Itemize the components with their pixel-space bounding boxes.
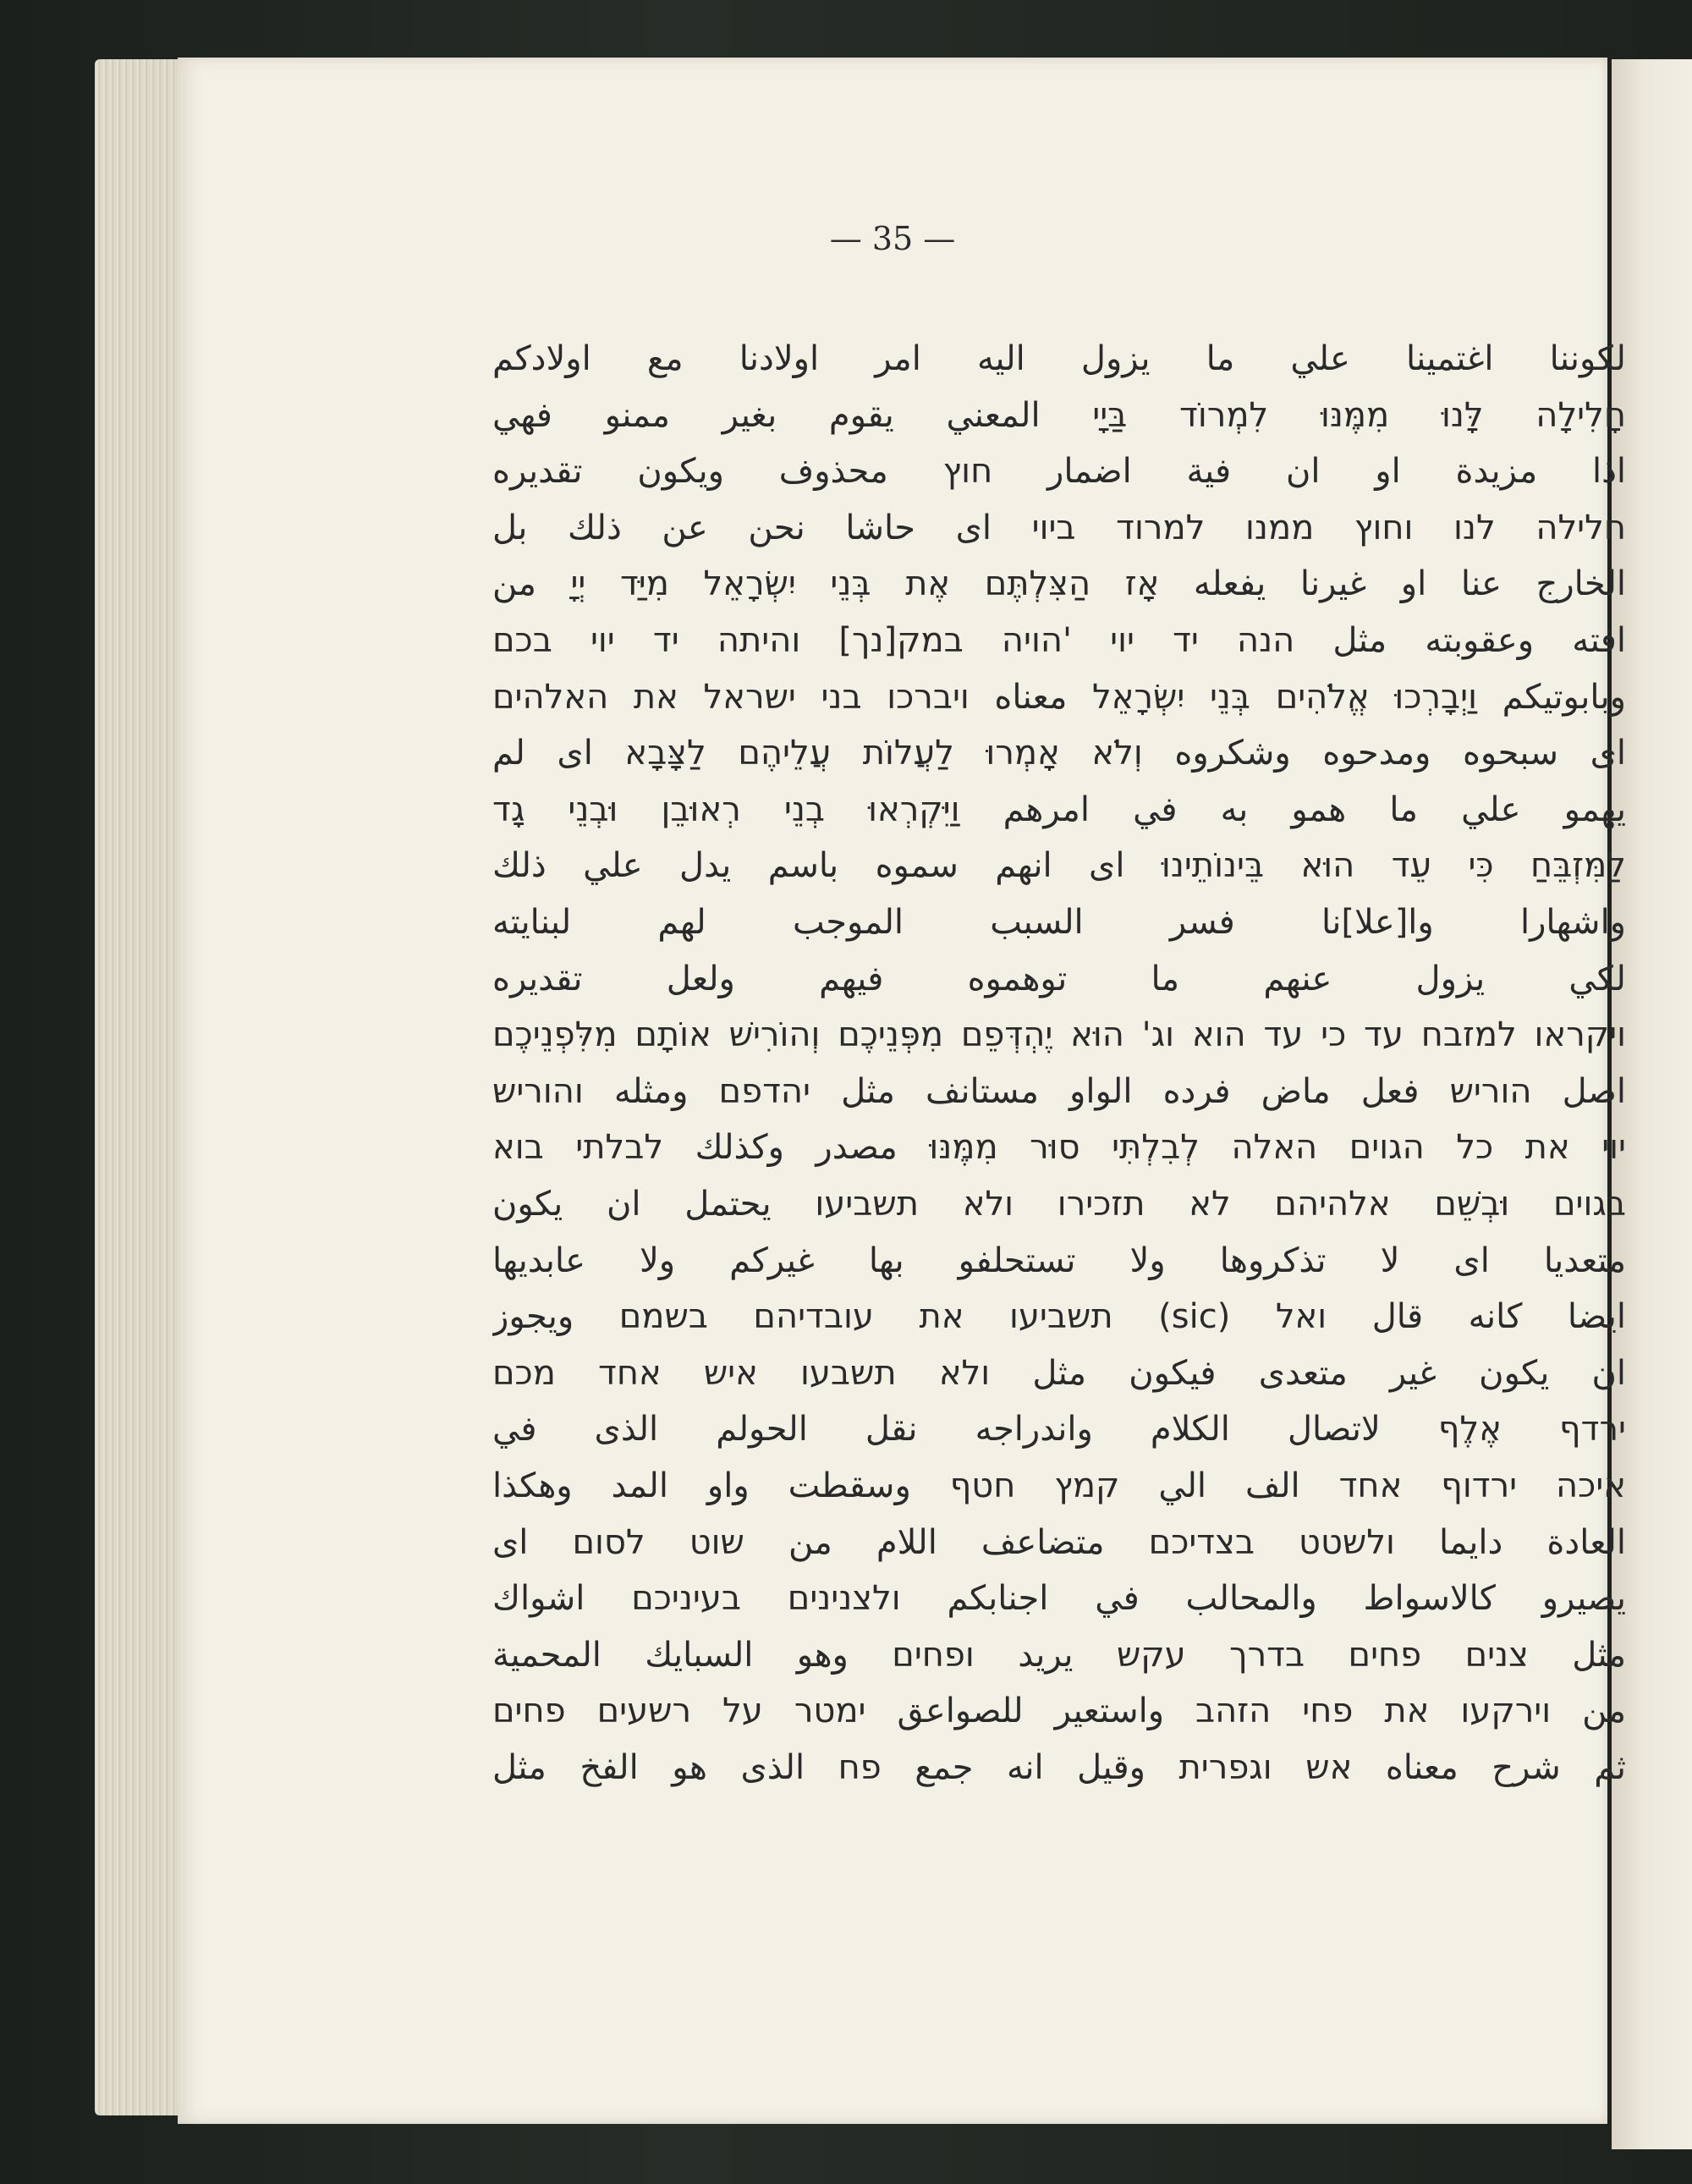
text-line: יוי את כל הגוים האלה לְבִלְתִּי סוּר מִמֶּנּוּ مصدر وكذلك לבלתי בוא: [492, 1128, 1626, 1168]
text-line: ירדף אֶלֶף لاتصال الكلام واندراجه نقل الحولم الذى في: [492, 1410, 1626, 1450]
text-line: العادة دايما ולשטט בצדיכם متضاعف اللام من שוט לסום اى: [492, 1522, 1626, 1562]
text-line: ויקראו למזבח עד כי עד הוא וג' הוּא יֶהְדְּפֵם מִפְּנֵיכֶם וְהוֹרִישׁ אוֹתָם מִלִּפְנֵיכֶם: [492, 1015, 1626, 1055]
text-line: בגוים וּבְשֵׁם אלהיהם לא תזכירו ולא תשביעו يحتمل ان يكون: [492, 1185, 1626, 1224]
text-line: לַמִּזְבֵּחַ כִּי עֵד הוּא בֵּינוֹתֵינוּ اى انهم سموه باسم يدل علي ذلك: [492, 846, 1626, 886]
text-line: وبابوتيكم וַיְבָרְכוּ אֱלֹהִים בְּנֵי יִשְׂרָאֵל معناه ויברכו בני ישראל את האלהים: [492, 677, 1626, 717]
text-line: اصل הוריש فعل ماض فرده الواو مستانف مثل יהדפם ومثله והוריש: [492, 1071, 1626, 1111]
text-line: متعديا اى لا تذكروها ولا تستحلفو بها غيركم ولا عابديها: [492, 1241, 1626, 1280]
text-line: لكي يزول عنهم ما توهموه فيهم ولعل تقديره: [492, 959, 1626, 998]
text-line: يهمو علي ما همو به في امرهم וַיִּקְרְאוּ בְנֵי רְאוּבֵן וּבְנֵי גָד: [492, 789, 1626, 829]
text-line: איכה ירדוף אחד الف الي קמץ חטף وسقطت واو المد وهكذا: [492, 1466, 1626, 1505]
text-line: الخارج عنا او غيرنا يفعله אָז הַצִּלְתֶּם אֶת בְּנֵי יִשְׂרָאֵל מִיַּד יְיָ من: [492, 564, 1626, 604]
text-line: חָלִילָה לָּנוּ מִמֶּנּוּ לִמְרוֹד בַּיָי المعني يقوم بغير ممنو فهي: [492, 395, 1626, 435]
text-line: افته وعقوبته مثل הנה יד יוי 'הויה במק[נך] והיתה יד יוי בכם: [492, 621, 1626, 660]
text-line: يصيرو كالاسواط والمحالب في اجنابكم ולצנינים בעיניכם اشواك: [492, 1579, 1626, 1619]
book-page: [178, 58, 1626, 2124]
text-line: مثل צנים פחים בדרך עקש يريد ופחים وهو السبايك المحمية: [492, 1635, 1626, 1675]
text-line: ثم شرح معناه אש וגפרית وقيل انه جمع פח الذى هو الفخ مثل: [492, 1748, 1626, 1787]
text-line: חלילה לנו וחוץ ממנו למרוד ביוי اى حاشا نحن عن ذلك بل: [492, 508, 1626, 547]
page-number: — 35 —: [829, 220, 956, 257]
text-line: واشهارا وا[علا]نا فسر السبب الموجب لهم لبنايته: [492, 903, 1626, 942]
page-stack-edges: [95, 59, 188, 2115]
text-line: ايضا كانه قال ואל (sic) תשביעו את עובדיהם בשמם ويجوز: [492, 1297, 1626, 1337]
text-line: اى سبحوه ومدحوه وشكروه וְלֹא אָמְרוּ לַעֲלוֹת עֲלֵיהֶם לַצָּבָא اى لم: [492, 734, 1626, 773]
text-line: لكوننا اغتمينا علي ما يزول اليه امر اولادنا مع اولادكم: [492, 339, 1626, 378]
text-line: ان يكون غير متعدى فيكون مثل ולא תשבעו איש אחד מכם: [492, 1353, 1626, 1393]
text-line: اذا مزيدة او ان فية اضمار חוץ محذوف ويكون تقديره: [492, 452, 1626, 492]
text-line: من וירקעו את פחי הזהב واستعير للصواعق ימטר על רשעים פחים: [492, 1692, 1626, 1731]
